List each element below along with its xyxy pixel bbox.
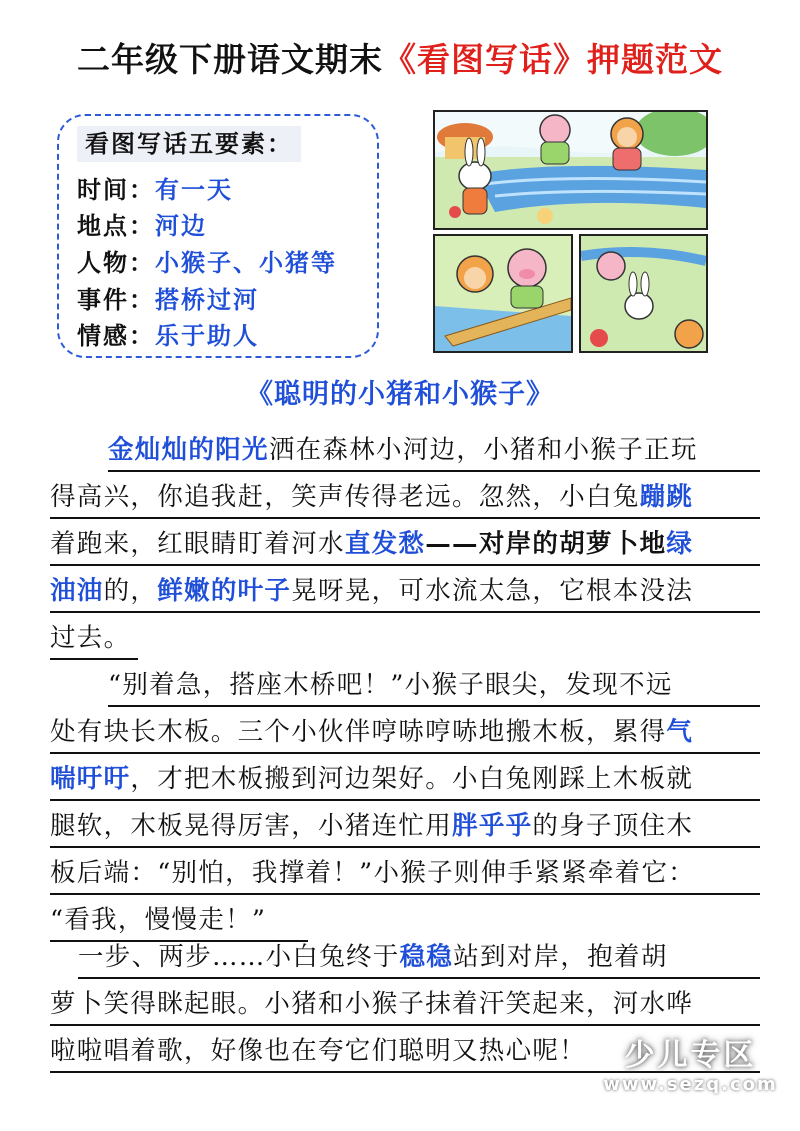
paragraph-line [78, 935, 760, 979]
paragraph-line [50, 522, 760, 566]
text-span: 过去。 [50, 623, 131, 653]
title-highlight: 《看图写话》押题范文 [383, 40, 723, 79]
highlight-phrase: 鲜嫩的叶子 [157, 576, 292, 606]
paragraph-line [50, 710, 760, 754]
text-span: “别着急，搭座木桥吧！”小猴子眼尖，发现不远 [108, 670, 673, 700]
cartoon-illustration [433, 110, 708, 353]
element-label: 情感： [77, 321, 155, 350]
highlight-phrase: 胖乎乎 [452, 811, 533, 841]
highlight-phrase: 油油 [50, 576, 104, 606]
element-row-place [77, 206, 207, 241]
paragraph-line [108, 428, 760, 472]
watermark [603, 1030, 778, 1095]
text-span: 板后端：“别怕，我撑着！”小猴子则伸手紧紧牵着它： [50, 858, 696, 888]
element-row-characters [77, 243, 337, 278]
element-label: 事件： [77, 285, 155, 314]
text-span: ，才把木板搬到河边架好。小白兔刚踩上木板就 [130, 764, 694, 794]
five-elements-box [57, 114, 379, 358]
element-value: 小猴子、小猪等 [155, 248, 337, 277]
cartoon-panel-bottom-right [579, 234, 708, 353]
paragraph-line [50, 569, 760, 613]
element-value: 乐于助人 [155, 321, 259, 350]
highlight-phrase: 金灿灿的阳光 [108, 435, 269, 465]
paragraph-line [50, 982, 760, 1026]
text-span: 晃呀晃，可水流太急，它根本没法 [291, 576, 694, 606]
text-span: “看我，慢慢走！” [50, 905, 267, 935]
watermark-url: www.sezq.com [603, 1074, 778, 1095]
highlight-phrase: 喘吁吁 [50, 764, 131, 794]
text-span: 的， [103, 576, 158, 606]
text-span: 得高兴，你追我赶，笑声传得老远。忽然，小白兔 [50, 482, 640, 512]
paragraph-line [50, 475, 760, 519]
highlight-phrase: 直发愁 [344, 529, 426, 559]
text-span: 洒在森林小河边，小猪和小猴子正玩 [268, 435, 698, 465]
element-row-event [77, 280, 259, 315]
element-value: 有一天 [155, 175, 233, 204]
text-span: 萝卜笑得眯起眼。小猪和小猴子抹着汗笑起来，河水哗 [50, 989, 694, 1019]
text-span: 着跑来，红眼睛盯着河水 [50, 529, 345, 559]
highlight-phrase: 气 [666, 717, 694, 747]
cartoon-panel-top [433, 110, 708, 230]
element-value: 搭桥过河 [155, 285, 259, 314]
text-span: 的身子顶住木 [532, 811, 694, 841]
highlight-phrase: 绿 [666, 529, 694, 559]
text-span: 站到对岸，抱着胡 [453, 942, 668, 972]
text-span: 处有块长木板。三个小伙伴哼哧哼哧地搬木板，累得 [50, 717, 667, 747]
essay-title: 《聪明的小猪和小猴子》 [246, 379, 554, 410]
five-elements-heading: 看图写话五要素： [77, 126, 301, 162]
page-title [0, 34, 800, 81]
highlight-phrase: 稳稳 [399, 942, 454, 972]
element-label: 时间： [77, 175, 155, 204]
text-span: 一步、两步……小白兔终于 [78, 942, 400, 972]
text-span: ——对岸的胡萝卜地 [425, 529, 667, 559]
paragraph-line [108, 663, 760, 707]
paragraph-line [50, 804, 760, 848]
element-row-emotion [77, 316, 259, 351]
element-label: 人物： [77, 248, 155, 277]
paragraph-line [50, 851, 760, 895]
paragraph-line [50, 616, 138, 660]
paragraph-line [50, 757, 760, 801]
cartoon-panel-bottom-left [433, 234, 573, 353]
watermark-name: 少儿专区 [624, 1038, 757, 1073]
element-value: 河边 [155, 211, 207, 240]
element-row-time [77, 170, 233, 205]
title-prefix: 二年级下册语文期末 [77, 40, 383, 79]
text-span: 腿软，木板晃得厉害，小猪连忙用 [50, 811, 453, 841]
text-span: 啦啦唱着歌，好像也在夸它们聪明又热心呢！ [50, 1036, 587, 1066]
element-label: 地点： [77, 211, 155, 240]
highlight-phrase: 蹦跳 [639, 482, 694, 512]
